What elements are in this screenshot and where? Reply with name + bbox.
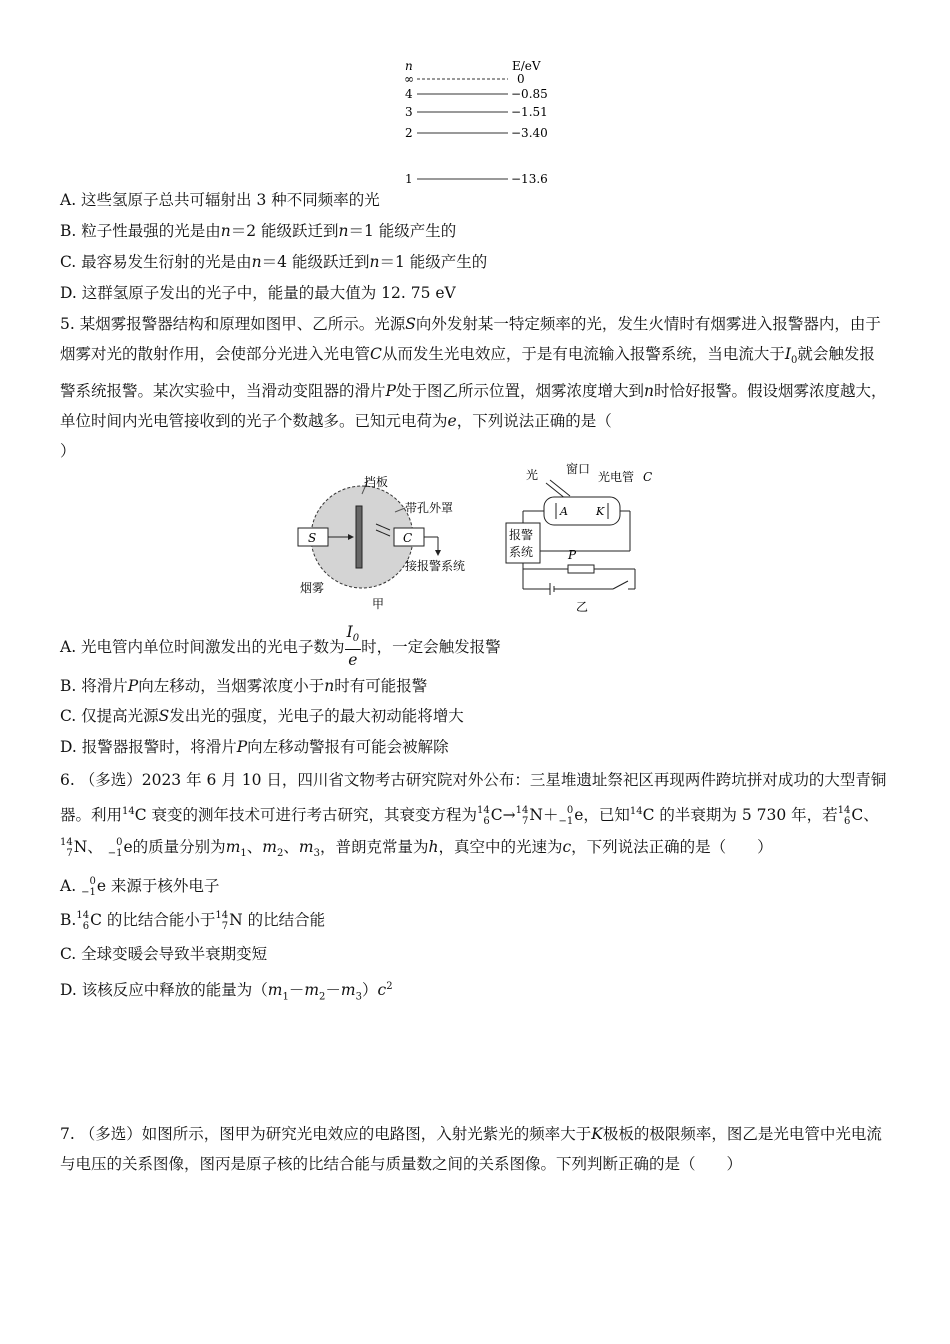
svg-text:2: 2 bbox=[405, 126, 413, 140]
level-2 bbox=[405, 126, 548, 140]
axis-e-label: E/eV bbox=[512, 59, 541, 73]
svg-text:S: S bbox=[308, 531, 317, 545]
phototube bbox=[544, 497, 620, 525]
q4-option-b: B. 粒子性最强的光是由n＝2 能级跃迁到n＝1 能级产生的 bbox=[60, 222, 457, 240]
level-inf bbox=[404, 72, 525, 86]
svg-text:C: C bbox=[643, 470, 653, 484]
svg-text:−3.40: −3.40 bbox=[511, 126, 548, 140]
q5-option-b: B. 将滑片P向左移动，当烟雾浓度小于n时有可能报警 bbox=[60, 677, 428, 695]
figure-yi-circuit bbox=[498, 459, 658, 614]
q4-option-c: C. 最容易发生衍射的光是由n＝4 能级跃迁到n＝1 能级产生的 bbox=[60, 253, 488, 271]
q5-stem: 5. 某烟雾报警器结构和原理如图甲、乙所示。光源S向外发射某一特定频率的光，发生火情时有烟雾进入报警器内，由于烟雾对光的散射作用，会使部分光进入光电管C从而发生光电效应，于是有电流输入报警系统，当电流大于$I_0$就会触发报警系统报警。某次实验中，当滑动变阻器的滑片P处于图乙所示位置，烟雾浓度增大到n时恰好报警。假设烟雾浓度越大，单位时间内光电管接收到的光子个数越多。已知元电荷为e，下列说法正确的是（ ） bbox=[60, 315, 887, 461]
svg-text:接报警系统: 接报警系统 bbox=[405, 559, 466, 573]
level-3 bbox=[405, 105, 548, 119]
svg-text:乙: 乙 bbox=[576, 600, 589, 614]
q6-option-c: C. 全球变暖会导致半衰期变短 bbox=[60, 945, 268, 963]
q6-option-d: D. 该核反应中释放的能量为$(m_1-m_2-m_3)c^2$ bbox=[60, 981, 393, 1003]
baffle bbox=[356, 506, 362, 568]
svg-text:光: 光 bbox=[526, 468, 539, 482]
svg-text:−0.85: −0.85 bbox=[511, 87, 548, 101]
level-4 bbox=[405, 87, 548, 101]
svg-text:C: C bbox=[403, 531, 413, 545]
q4-option-a: A. 这些氢原子总共可辐射出 3 种不同频率的光 bbox=[60, 191, 380, 209]
svg-text:K: K bbox=[596, 505, 605, 518]
svg-text:带孔外罩: 带孔外罩 bbox=[405, 501, 454, 515]
q6-option-b: B. 14 6 C 的比结合能小于 14 7 N 的比结合能 bbox=[60, 910, 326, 932]
energy-level-diagram bbox=[395, 58, 565, 190]
svg-text:挡板: 挡板 bbox=[364, 475, 389, 489]
svg-text:系统: 系统 bbox=[509, 545, 534, 559]
q5-option-d: D. 报警器报警时，将滑片P向左移动警报有可能会被解除 bbox=[60, 738, 449, 756]
svg-text:0: 0 bbox=[517, 72, 525, 86]
svg-text:1: 1 bbox=[405, 172, 413, 186]
axis-n-label: n bbox=[405, 59, 413, 73]
svg-text:报警: 报警 bbox=[509, 528, 534, 542]
svg-text:光电管: 光电管 bbox=[598, 470, 635, 484]
q7-stem: 7. （多选）如图所示，图甲为研究光电效应的电路图，入射光紫光的频率大于K极板的极限频率，图乙是光电管中光电流与电压的关系图像，图丙是原子核的比结合能与质量数之间的关系图像。下列判断正确的是（ ） bbox=[60, 1125, 882, 1173]
q6-stem: 6. （多选）2023 年 6 月 10 日，四川省文物考古研究院对外公布：三星堆遗址祭祀区再现两件跨坑拼对成功的大型青铜器。利用$^{14}$C 衰变的测年技术可进行考古研究，其衰变方程为 14 6 C→ 14 7 N＋ 0 −1 e，已知$^{14}$C 的半衰期为 5 730 年，若 14 6 C、 14 7 N、 0 −1 e的质量分别为$m_1$、$m_2$、$m_3$，普朗克常量为h，真空中的光速为c，下列说法正确的是（ ） bbox=[60, 771, 887, 860]
figure-jia-smoke-detector bbox=[290, 472, 485, 612]
svg-text:−13.6: −13.6 bbox=[511, 172, 548, 186]
q6-option-a: A. 0 −1 e 来源于核外电子 bbox=[60, 876, 220, 898]
svg-text:P: P bbox=[568, 548, 577, 562]
level-1 bbox=[405, 172, 548, 186]
svg-text:窗口: 窗口 bbox=[566, 462, 591, 476]
q5-option-a: A. 光电管内单位时间激发出的光电子数为 $\frac{I_0}{e}$ 时，一定会触发报警 bbox=[60, 623, 501, 670]
svg-text:甲: 甲 bbox=[372, 597, 385, 611]
svg-text:烟雾: 烟雾 bbox=[300, 581, 325, 595]
svg-text:−1.51: −1.51 bbox=[511, 105, 548, 119]
q5-option-c: C. 仅提高光源S发出光的强度，光电子的最大初动能将增大 bbox=[60, 707, 464, 725]
rheostat bbox=[568, 565, 594, 573]
svg-text:∞: ∞ bbox=[404, 72, 414, 86]
svg-text:4: 4 bbox=[405, 87, 413, 101]
fraction-i0-over-e: $\frac{I_0}{e}$ bbox=[346, 623, 360, 670]
svg-text:A: A bbox=[560, 505, 568, 518]
q4-option-d: D. 这群氢原子发出的光子中，能量的最大值为 12. 75 eV bbox=[60, 284, 456, 302]
svg-text:3: 3 bbox=[405, 105, 413, 119]
